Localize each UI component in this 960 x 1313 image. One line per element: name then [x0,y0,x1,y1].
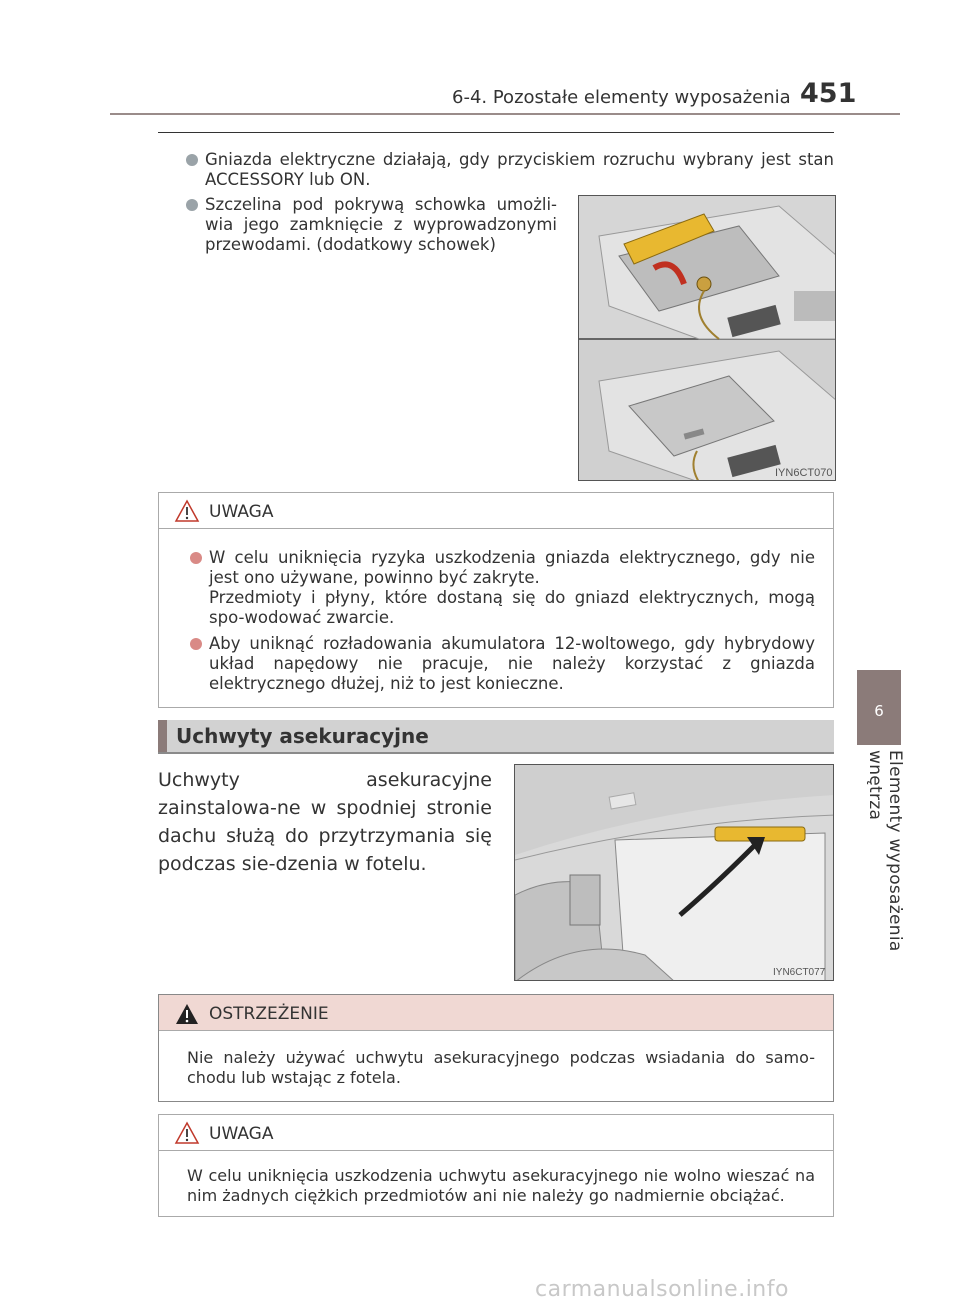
bullet-dot-icon [186,154,198,166]
notice-box-socket [158,492,834,708]
caution-triangle-icon [174,499,200,523]
chapter-title-vertical [857,750,905,1020]
bullet-text: Szczelina pod pokrywą schowka umożli-wia jego zamknięcie z wyprowadzonymi przewodami. (dodatkowy schowek) [205,195,557,254]
notice-item-text: Aby uniknąć rozładowania akumulatora 12-woltowego, gdy hybrydowy układ napędowy nie pracuje, nie należy korzystać z gniazda elektrycznego dłużej, niż to jest konieczne. [209,634,815,693]
figure1-code: IYN6CT070 [775,467,833,479]
warning-triangle-icon [174,1002,200,1026]
grab-handle-illustration [515,765,834,981]
chapter-tab [857,670,901,745]
section-heading-bar [158,720,834,754]
watermark: carmanualsonline.info [535,1277,789,1302]
header-divider [110,113,900,115]
section-body-text: Uchwyty asekuracyjne zainstalowa-ne w spodniej stronie dachu służą do przytrzymania się podczas sie-dzenia w fotelu. [158,769,492,875]
bullet-dot-icon [186,199,198,211]
figure-grab-handle-photo [514,764,834,981]
notice-title: UWAGA [209,1124,274,1144]
figure2-code: IYN6CT077 [773,967,826,978]
section-title: Uchwyty asekuracyjne [176,724,429,748]
header-section-title: 6-4. Pozostałe elementy wyposażenia [452,87,791,108]
chapter-title: Elementy wyposażenia wnętrza [865,750,905,952]
notice-item-text: Przedmioty i płyny, które dostaną się do gniazd elektrycznych, mogą spo-wodować zwarcie. [209,588,815,627]
warning-box [158,994,834,1102]
figure-glovebox-photo [578,195,836,481]
notice-text: W celu uniknięcia uszkodzenia uchwytu asekuracyjnego nie wolno wieszać na nim żadnych ciężkich przedmiotów ani nie należy go nadmiernie obciążać. [187,1166,815,1205]
bullet-item [205,150,834,190]
notice-item [209,634,815,694]
notice-box-handle [158,1114,834,1217]
notice-item [209,548,815,628]
chapter-number: 6 [874,702,884,720]
warning-title: OSTRZEŻENIE [209,1004,329,1024]
bullet-dot-icon [190,638,202,650]
notice-title: UWAGA [209,502,274,522]
content-top-rule [158,132,834,133]
warning-text: Nie należy używać uchwytu asekuracyjnego podczas wsiadania do samo-chodu lub wstając z fotela. [187,1048,815,1087]
page-number: 451 [800,78,857,109]
glovebox-illustration [579,196,836,481]
section-accent [158,720,167,752]
caution-triangle-icon [174,1121,200,1145]
bullet-item [205,195,557,255]
bullet-text: Gniazda elektryczne działają, gdy przyciskiem rozruchu wybrany jest stan ACCESSORY lub ON. [205,150,834,189]
bullet-dot-icon [190,552,202,564]
notice-item-text: W celu uniknięcia ryzyka uszkodzenia gniazda elektrycznego, gdy nie jest ono używane, powinno być zakryte. [209,548,815,587]
